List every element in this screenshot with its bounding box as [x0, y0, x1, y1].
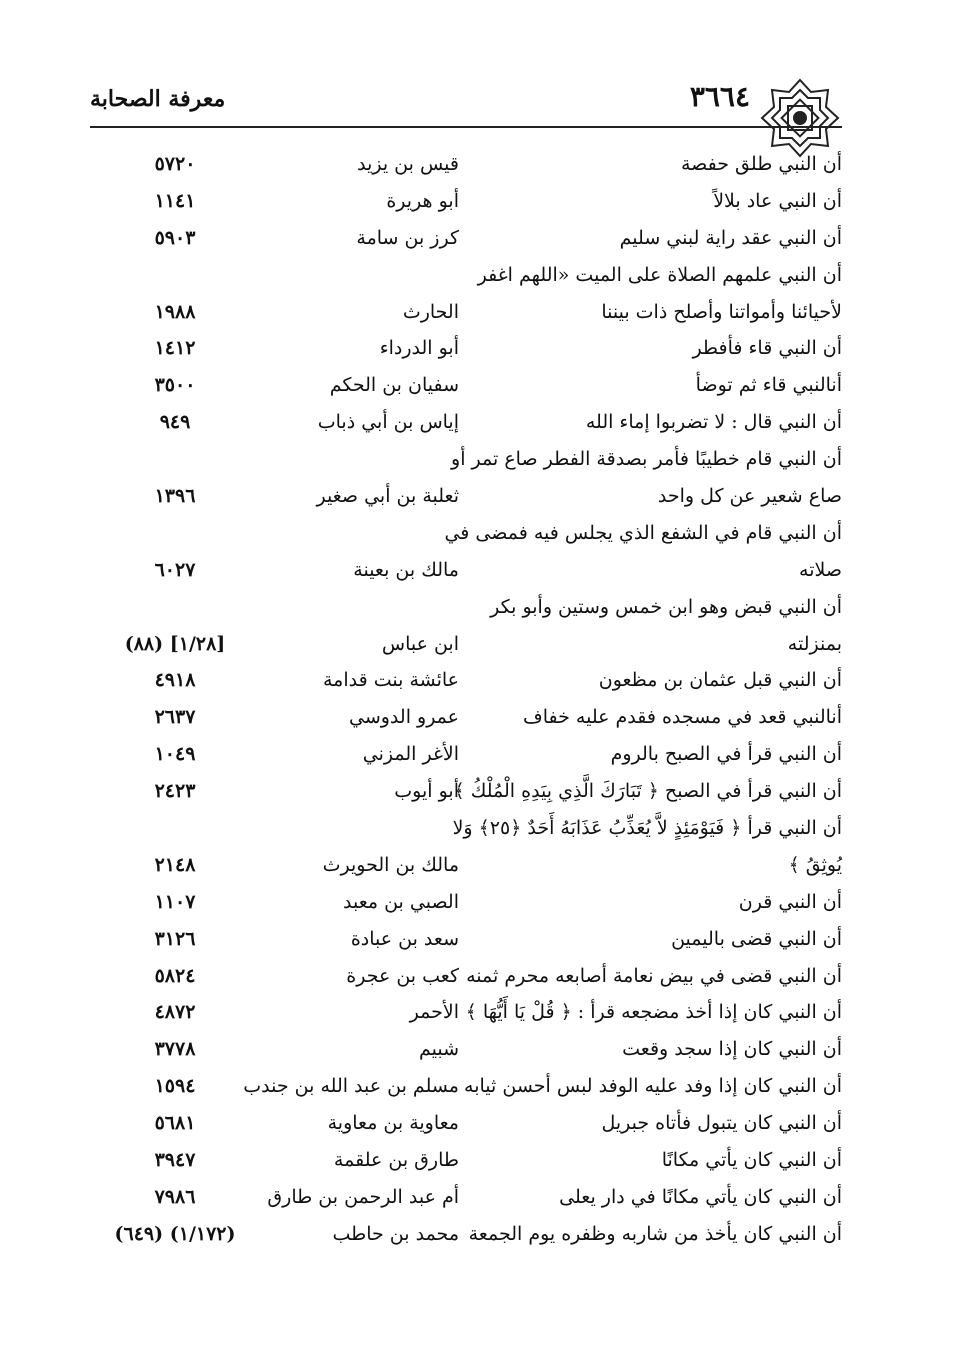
hadith-text: أنالنبي قاء ثم توضأ [695, 374, 842, 397]
reference-number: ٥٩٠٣ [154, 226, 196, 249]
hadith-text: أن النبي كان يتبول فأتاه جبريل [601, 1112, 842, 1135]
index-entry-row [90, 478, 842, 515]
index-entry-row [90, 1179, 842, 1216]
hadith-text: أن النبي قضى باليمين [671, 927, 842, 950]
narrator-name: عمرو الدوسي [349, 706, 459, 729]
reference-number: ٦٠٢٧ [154, 558, 196, 581]
narrator-name: كرز بن سامة [356, 226, 459, 249]
narrator-name: ثعلبة بن أبي صغير [316, 485, 459, 508]
narrator-name: أبو أيوب [394, 780, 459, 803]
hadith-text: أن النبي طلق حفصة [681, 153, 842, 175]
hadith-text: أن النبي قضى في بيض نعامة أصابعه محرم ثمنه [466, 964, 842, 987]
reference-number: ٥٧٢٠ [154, 153, 196, 175]
reference-number: [١/٢٨] (٨٨) [124, 632, 226, 655]
hadith-text: أن النبي عاد بلالاً [713, 189, 842, 212]
page-number: ٣٦٦٤ [689, 80, 750, 113]
narrator-name: محمد بن حاطب [332, 1222, 459, 1245]
index-entry-row [90, 847, 842, 884]
reference-number: ٩٤٩ [159, 411, 191, 434]
reference-number: ٤٨٧٢ [154, 1001, 196, 1024]
hadith-text: أن النبي قام في الشفع الذي يجلس فيه فمضى في [444, 521, 842, 544]
hadith-text: أن النبي قرأ في الصبح بالروم [610, 743, 842, 766]
hadith-text: أن النبي كان يأتي مكانًا [661, 1149, 842, 1172]
index-entry-row [90, 699, 842, 736]
reference-number: ٣١٢٦ [154, 927, 196, 950]
index-entry-row [90, 1216, 842, 1253]
narrator-name: إياس بن أبي ذباب [317, 411, 459, 434]
index-entry-row [90, 736, 842, 773]
index-entry-row [90, 146, 842, 183]
reference-number: ٢٤٢٣ [154, 780, 196, 803]
index-entry-row [90, 515, 842, 552]
hadith-text: صلاته [799, 558, 842, 581]
book-title: معرفة الصحابة [90, 86, 226, 112]
narrator-name: معاوية بن معاوية [327, 1112, 459, 1135]
narrator-name: عائشة بنت قدامة [322, 669, 459, 692]
index-entry-row [90, 404, 842, 441]
hadith-text: يُوثِقُ ﴾ [788, 853, 842, 876]
index-entry-row [90, 589, 842, 626]
index-entry-row [90, 773, 842, 810]
narrator-name: قيس بن يزيد [357, 153, 459, 175]
reference-number: ٧٩٨٦ [154, 1185, 196, 1208]
narrator-name: الحارث [402, 300, 459, 323]
narrator-name: أبو الدرداء [379, 337, 459, 360]
hadith-text: أن النبي قال : لا تضربوا إماء الله [585, 411, 842, 434]
index-entry-row [90, 810, 842, 847]
narrator-name: سعد بن عبادة [350, 927, 459, 950]
reference-number: ٣٩٤٧ [154, 1149, 196, 1172]
reference-number: ١١٠٧ [154, 890, 196, 913]
reference-number: ٣٥٠٠ [154, 374, 196, 397]
index-entry-row [90, 367, 842, 404]
index-entry-row [90, 1031, 842, 1068]
narrator-name: أم عبد الرحمن بن طارق [267, 1185, 459, 1208]
index-entry-row [90, 884, 842, 921]
hadith-text: أن النبي قاء فأفطر [692, 337, 842, 360]
hadith-text: أنالنبي قعد في مسجده فقدم عليه خفاف [523, 706, 842, 729]
narrator-name: الصبي بن معبد [343, 890, 459, 913]
index-entry-row [90, 441, 842, 478]
hadith-text: أن النبي قام خطيبًا فأمر بصدقة الفطر صاع تمر أو [451, 448, 842, 471]
narrator-name: مالك بن بعينة [353, 558, 459, 581]
page-header [90, 78, 842, 128]
index-entry-row [90, 257, 842, 294]
reference-number: ١١٤١ [154, 189, 196, 212]
index-entry-row [90, 1068, 842, 1105]
narrator-name: أبو هريرة [386, 189, 459, 212]
index-entry-row [90, 1105, 842, 1142]
hadith-text: بمنزلته [787, 632, 842, 655]
hadith-text: لأحيائنا وأمواتنا وأصلح ذات بيننا [601, 300, 842, 323]
index-entry-row [90, 921, 842, 958]
reference-number: ٢٦٣٧ [154, 706, 196, 729]
index-entry-row [90, 958, 842, 995]
index-entry-row [90, 626, 842, 663]
hadith-text: أن النبي قرأ في الصبح ﴿ تَبَارَكَ الَّذِي بِيَدِهِ الْمُلْكُ ﴾ [453, 780, 842, 803]
narrator-name: كعب بن عجرة [346, 964, 459, 987]
reference-number: ٥٦٨١ [154, 1112, 196, 1135]
hadith-text: أن النبي قرن [738, 890, 842, 913]
reference-number: ١٤١٢ [154, 337, 196, 360]
index-entry-row [90, 220, 842, 257]
reference-number: ٥٨٢٤ [154, 964, 196, 987]
narrator-name: مالك بن الحويرث [322, 853, 459, 876]
narrator-name: الأحمر [409, 1001, 459, 1024]
hadith-text: أن النبي عقد راية لبني سليم [619, 226, 842, 249]
index-entry-row [90, 994, 842, 1031]
hadith-text: صاع شعير عن كل واحد [657, 485, 842, 508]
hadith-text: أن النبي قبض وهو ابن خمس وستين وأبو بكر [490, 595, 842, 618]
reference-number: ٢١٤٨ [154, 853, 196, 876]
hadith-text: أن النبي كان يأخذ من شاربه وظفره يوم الجمعة [468, 1222, 842, 1245]
hadith-text: أن النبي قرأ ﴿ فَيَوْمَئِذٍ لاَّ يُعَذِّبُ عَذَابَهُ أَحَدٌ ﴿٢٥﴾ وَلا [452, 817, 842, 840]
reference-number: ٤٩١٨ [154, 669, 196, 692]
narrator-name: الأغر المزني [362, 743, 459, 766]
reference-number: ١٥٩٤ [154, 1075, 196, 1098]
narrator-name: شبيم [418, 1038, 459, 1061]
hadith-text: أن النبي علمهم الصلاة على الميت «اللهم اغفر [477, 263, 842, 286]
reference-number: ١٣٩٦ [154, 485, 196, 508]
reference-number: ١٩٨٨ [154, 300, 196, 323]
hadith-text: أن النبي كان إذا سجد وقعت [622, 1038, 842, 1061]
reference-number: (١/١٧٢) (٦٤٩) [114, 1222, 236, 1245]
reference-number: ٣٧٧٨ [154, 1038, 196, 1061]
hadith-text: أن النبي كان يأتي مكانًا في دار يعلى [559, 1185, 842, 1208]
hadith-text: أن النبي قبل عثمان بن مظعون [598, 669, 842, 692]
index-entry-row [90, 183, 842, 220]
narrator-name: ابن عباس [381, 632, 459, 655]
narrator-name: سفيان بن الحكم [329, 374, 459, 397]
narrator-name: مسلم بن عبد الله بن جندب [243, 1075, 459, 1098]
hadith-text: أن النبي كان إذا أخذ مضجعه قرأ : ﴿ قُلْ يَا أَيُّهَا ﴾ [465, 1001, 842, 1024]
narrator-name: طارق بن علقمة [333, 1149, 459, 1172]
hadith-text: أن النبي كان إذا وفد عليه الوفد لبس أحسن ثيابه [464, 1075, 842, 1098]
index-entries-list [90, 146, 842, 1253]
index-entry-row [90, 552, 842, 589]
index-entry-row [90, 1142, 842, 1179]
index-entry-row [90, 662, 842, 699]
index-entry-row [90, 294, 842, 331]
index-entry-row [90, 330, 842, 367]
reference-number: ١٠٤٩ [154, 743, 196, 766]
